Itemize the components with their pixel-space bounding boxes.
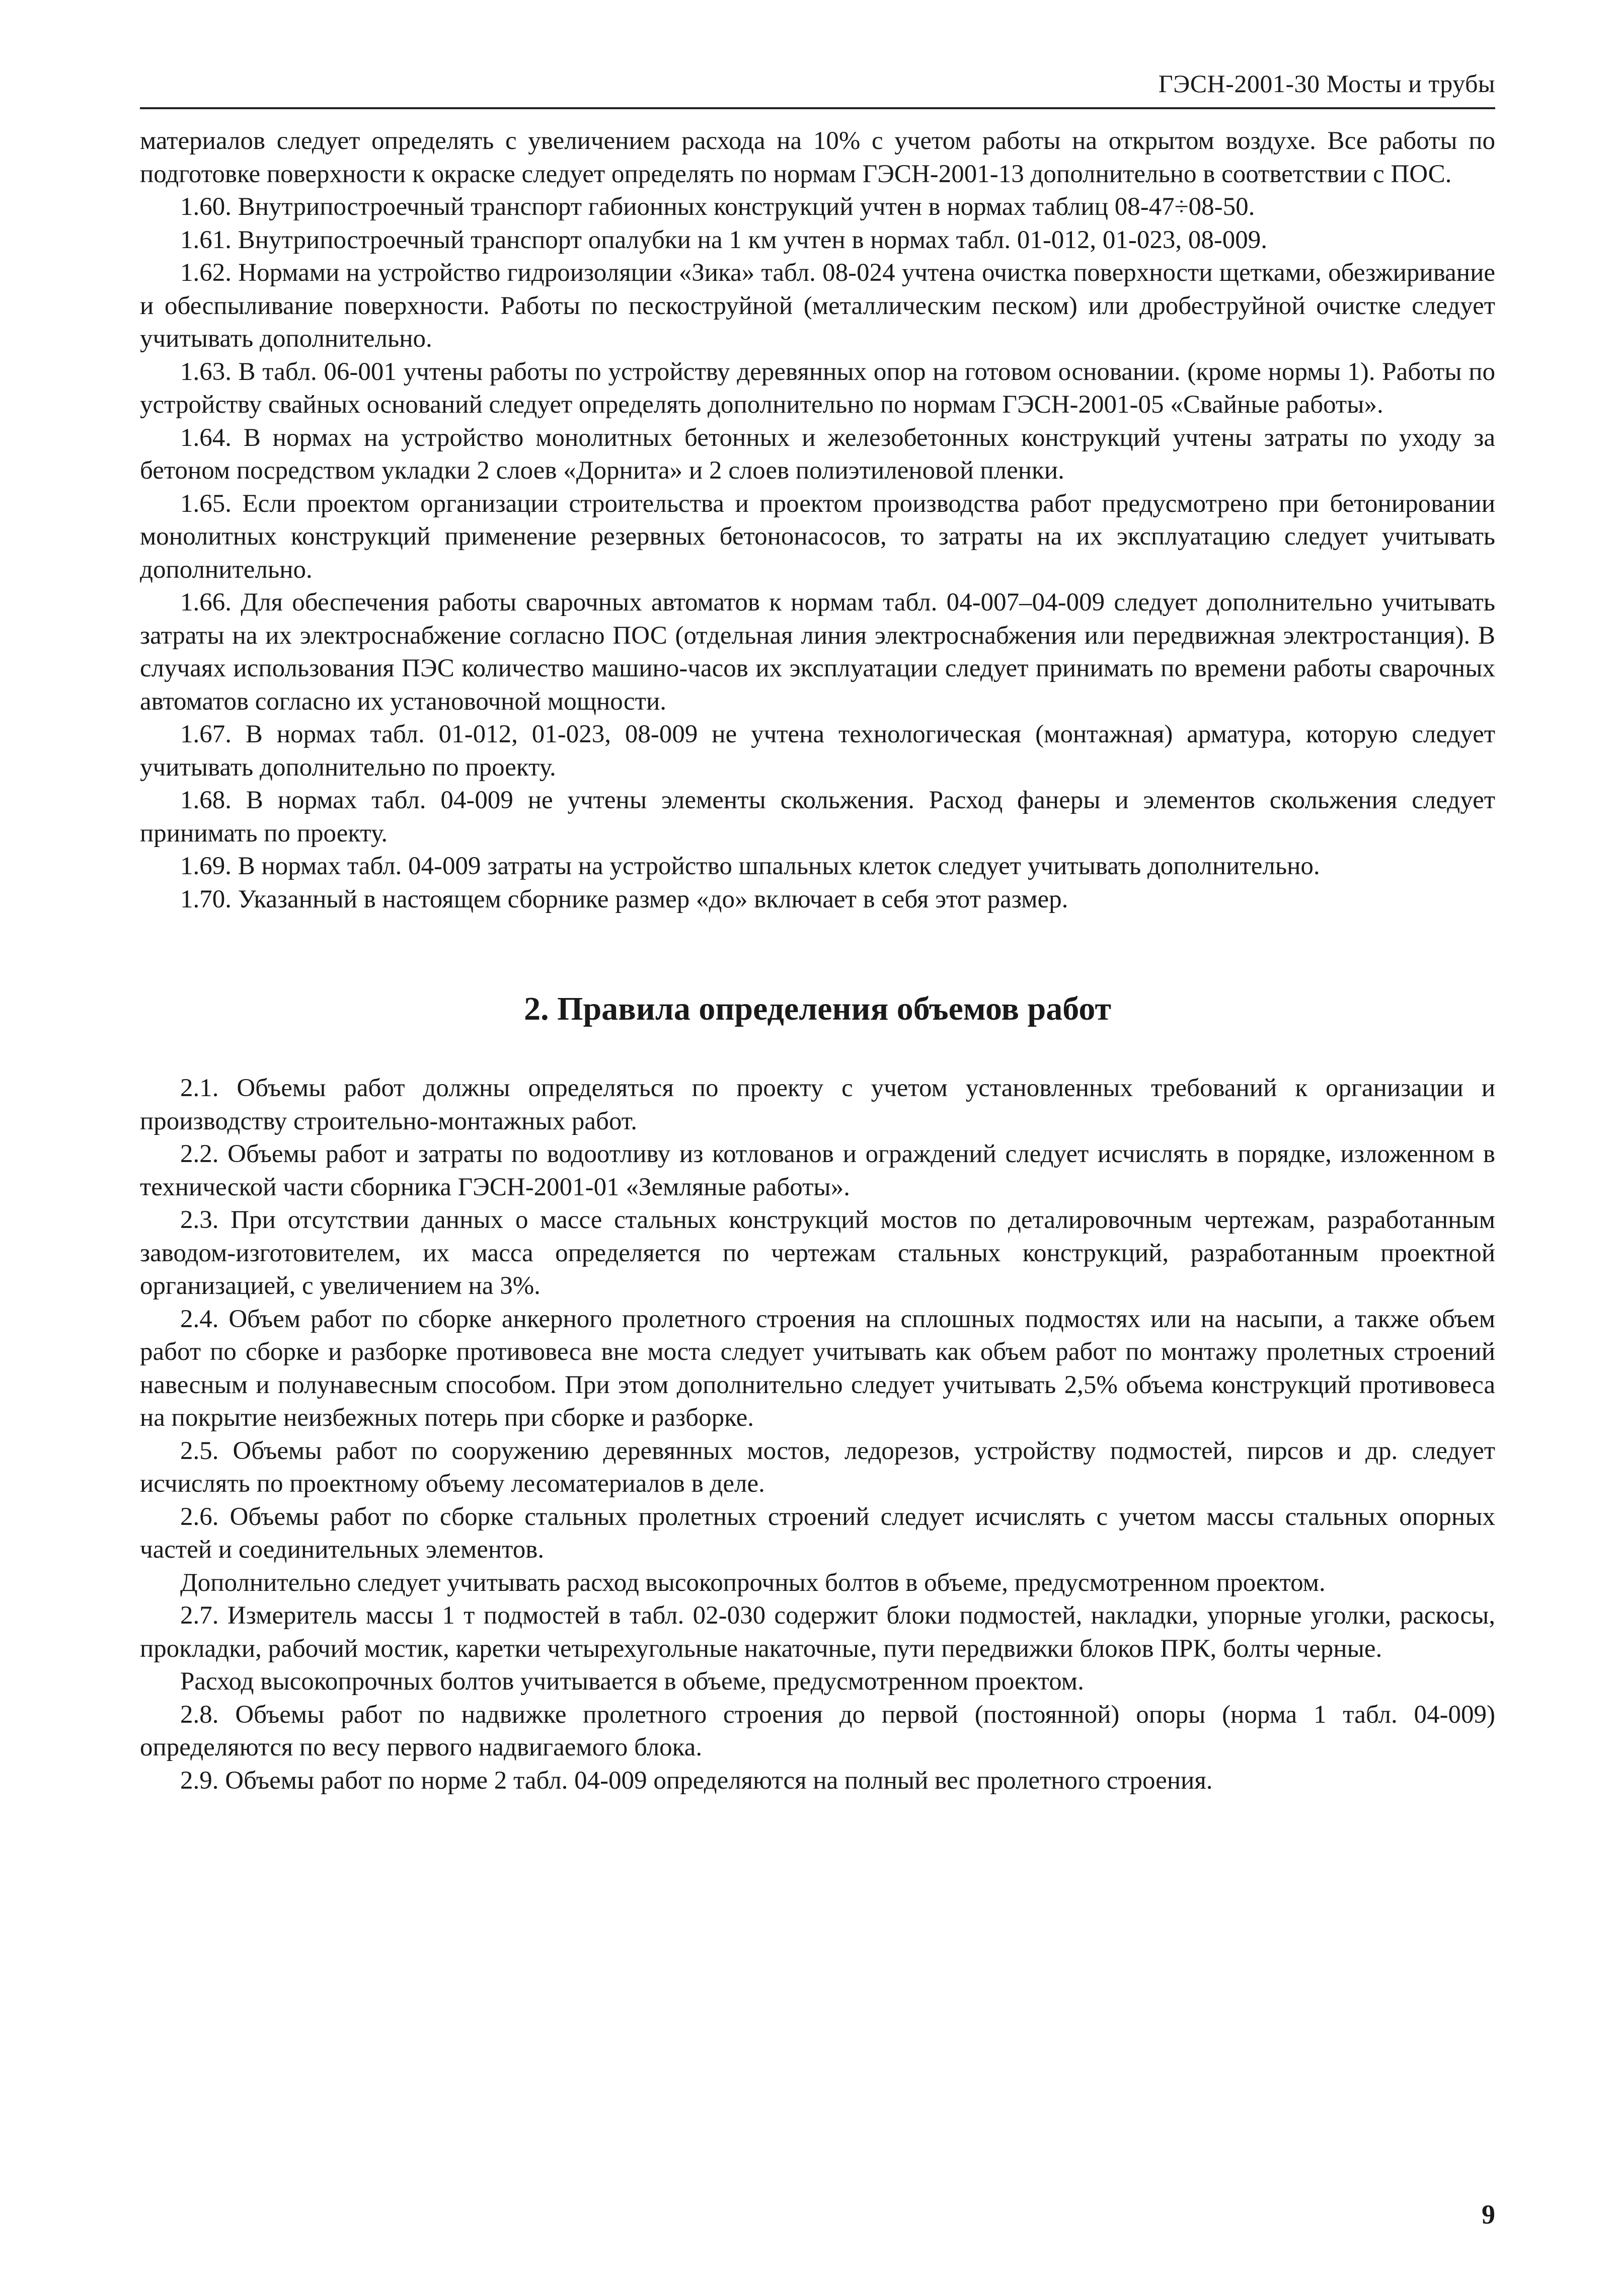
running-header: ГЭСН-2001-30 Мосты и трубы [1158,69,1495,98]
paragraph-2-8: 2.8. Объемы работ по надвижке пролетного строения до первой (постоянной) опоры (норма 1 табл. 04-009) определяются по весу первого надвигаемого блока. [140,1700,1495,1762]
paragraph-1-67: 1.67. В нормах табл. 01-012, 01-023, 08-009 не учтена технологическая (монтажная) арматура, которую следует учитывать дополнительно по проекту. [140,720,1495,782]
paragraph-continuation: материалов следует определять с увеличением расхода на 10% с учетом работы на открытом воздухе. Все работы по подготовке поверхности к окраске следует определять по нормам ГЭСН-2001-13 дополнительно в соответствии с ПОС. [140,127,1495,188]
paragraph-1-70: 1.70. Указанный в настоящем сборнике размер «до» включает в себя этот размер. [180,885,1068,913]
header-rule [140,107,1495,109]
paragraph-2-9: 2.9. Объемы работ по норме 2 табл. 04-009 определяются на полный вес пролетного строения. [180,1766,1213,1795]
paragraph-1-69: 1.69. В нормах табл. 04-009 затраты на устройство шпальных клеток следует учитывать дополнительно. [180,852,1320,880]
page-number: 9 [1482,2199,1495,2230]
paragraph-2-4: 2.4. Объем работ по сборке анкерного пролетного строения на сплошных подмостях или на насыпи, а также объем работ по сборке и разборке противовеса вне моста следует учитывать как объем работ по монтажу пролетных строений навесным и полунавесным способом. При этом дополнительно следует учитывать 2,5% объема конструкций противовеса на покрытие неизбежных потерь при сборке и разборке. [140,1305,1495,1432]
paragraph-2-7: 2.7. Измеритель массы 1 т подмостей в табл. 02-030 содержит блоки подмостей, накладки, упорные уголки, раскосы, прокладки, рабочий мостик, каретки четырехугольные накаточные, пути передвижки блоков ПРК, болты черные. [140,1601,1495,1663]
paragraph-2-7-note: Расход высокопрочных болтов учитывается в объеме, предусмотренном проектом. [180,1667,1084,1696]
section-2-title: 2. Правила определения объемов работ [524,990,1111,1027]
paragraph-2-1: 2.1. Объемы работ должны определяться по проекту с учетом установленных требований к организации и производству строительно-монтажных работ. [140,1074,1495,1135]
paragraph-1-65: 1.65. Если проектом организации строительства и проектом производства работ предусмотрено при бетонировании монолитных конструкций применение резервных бетононасосов, то затраты на их эксплуатацию следует учитывать дополнительно. [140,489,1495,584]
paragraph-1-64: 1.64. В нормах на устройство монолитных бетонных и железобетонных конструкций учтены затраты по уходу за бетоном посредством укладки 2 слоев «Дорнита» и 2 слоев полиэтиленовой пленки. [140,423,1495,485]
section-1-body [140,125,1495,916]
paragraph-1-68: 1.68. В нормах табл. 04-009 не учтены элементы скольжения. Расход фанеры и элементов скольжения следует принимать по проекту. [140,786,1495,848]
section-2-body [140,1072,1495,1797]
paragraph-1-62: 1.62. Нормами на устройство гидроизоляции «Зика» табл. 08-024 учтена очистка поверхности щетками, обезжиривание и обеспыливание поверхности. Работы по пескоструйной (металлическим песком) или дробеструйной очистке следует учитывать дополнительно. [140,259,1495,353]
paragraph-2-2: 2.2. Объемы работ и затраты по водоотливу из котлованов и ограждений следует исчислять в порядке, изложенном в технической части сборника ГЭСН-2001-01 «Земляные работы». [140,1140,1495,1201]
paragraph-2-3: 2.3. При отсутствии данных о массе стальных конструкций мостов по деталировочным чертежам, разработанным заводом-изготовителем, их масса определяется по чертежам стальных конструкций, разработанным проектной организацией, с увеличением на 3%. [140,1206,1495,1300]
paragraph-2-6-note: Дополнительно следует учитывать расход высокопрочных болтов в объеме, предусмотренном проектом. [180,1568,1326,1597]
paragraph-1-61: 1.61. Внутрипостроечный транспорт опалубки на 1 км учтен в нормах табл. 01-012, 01-023, 08-009. [180,225,1268,254]
paragraph-2-6: 2.6. Объемы работ по сборке стальных пролетных строений следует исчислять с учетом массы стальных опорных частей и соединительных элементов. [140,1502,1495,1564]
paragraph-1-63: 1.63. В табл. 06-001 учтены работы по устройству деревянных опор на готовом основании. (кроме нормы 1). Работы по устройству свайных оснований следует определять дополнительно по нормам ГЭСН-2001-05 «Свайные работы». [140,357,1495,419]
paragraph-2-5: 2.5. Объемы работ по сооружению деревянных мостов, ледорезов, устройству подмостей, пирсов и др. следует исчислять по проектному объему лесоматериалов в деле. [140,1436,1495,1498]
paragraph-1-66: 1.66. Для обеспечения работы сварочных автоматов к нормам табл. 04-007–04-009 следует дополнительно учитывать затраты на их электроснабжение согласно ПОС (отдельная линия электроснабжения или передвижная электростанция). В случаях использования ПЭС количество машино-часов их эксплуатации следует принимать по времени работы сварочных автоматов согласно их установочной мощности. [140,588,1495,716]
paragraph-1-60: 1.60. Внутрипостроечный транспорт габионных конструкций учтен в нормах таблиц 08-47÷08-50. [180,193,1255,221]
